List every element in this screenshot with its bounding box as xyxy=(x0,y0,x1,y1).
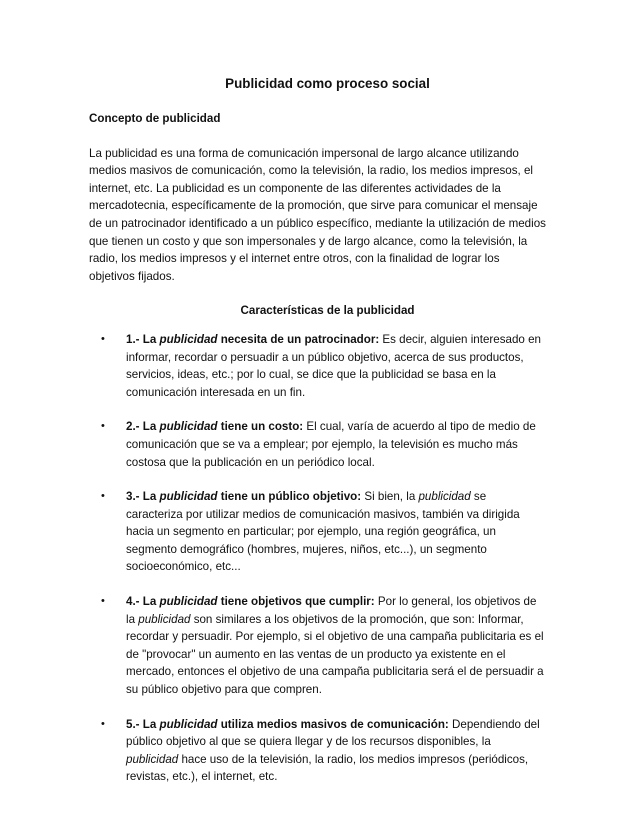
item-body: Si bien, la xyxy=(361,490,419,504)
characteristics-list xyxy=(89,331,546,786)
section-heading-concepto: Concepto de publicidad xyxy=(89,112,221,125)
item-lead xyxy=(126,420,303,433)
document-title: Publicidad como proceso social xyxy=(225,76,430,91)
lead-suffix: tiene objetivos que cumplir: xyxy=(217,595,375,609)
bullet-icon: • xyxy=(101,332,105,345)
list-item-2 xyxy=(89,418,546,471)
list-item-5 xyxy=(89,716,546,786)
item-body: Dependiendo del público objetivo al que se quiera llegar y de los recursos disponibles, la xyxy=(126,717,540,749)
lead-emphasis: publicidad xyxy=(159,717,218,731)
item-body-rest: hace uso de la televisión, la radio, los medios impresos (periódicos, revistas, etc.), el internet, etc. xyxy=(126,752,529,784)
item-body: Es decir, alguien interesado en informar, recordar o persuadir a un público objetivo, acerca de sus productos, servicios, ideas, etc.; por lo cual, se dice que la publicidad se basa en la comunicación interesada en un fin. xyxy=(126,332,541,399)
item-lead xyxy=(126,490,361,503)
lead-emphasis: publicidad xyxy=(159,595,218,609)
item-body-emphasis: publicidad xyxy=(138,612,191,626)
lead-prefix: 5.- La xyxy=(126,717,160,731)
lead-suffix: necesita de un patrocinador: xyxy=(217,332,380,346)
bullet-icon: • xyxy=(101,717,105,730)
bullet-icon: • xyxy=(101,595,105,608)
lead-suffix: tiene un público objetivo: xyxy=(217,490,362,504)
lead-emphasis: publicidad xyxy=(159,420,218,434)
list-item-1 xyxy=(89,331,546,401)
list-item-4 xyxy=(89,593,546,699)
lead-emphasis: publicidad xyxy=(159,332,218,346)
lead-suffix: utiliza medios masivos de comunicación: xyxy=(217,717,449,731)
characteristics-heading: Características de la publicidad xyxy=(240,304,415,318)
item-lead xyxy=(126,718,449,731)
lead-prefix: 1.- La xyxy=(126,332,160,346)
lead-prefix: 3.- La xyxy=(126,490,160,504)
list-item-3 xyxy=(89,488,546,576)
item-lead xyxy=(126,595,375,608)
lead-prefix: 4.- La xyxy=(126,595,160,609)
lead-suffix: tiene un costo: xyxy=(217,420,304,434)
intro-paragraph: La publicidad es una forma de comunicación impersonal de largo alcance utilizando medios masivos de comunicación, como la televisión, la radio, los medios impresos, el internet, etc. La publicidad es un componente de las diferentes actividades de la mercadotecnia, específicamente de la promoción, que sirve para comunicar el mensaje de un patrocinador identificado a un público específico, mediante la utilización de medios que tienen un costo y que son impersonales y de largo alcance, como la televisión, la radio, los medios impresos y el internet entre otros, con la finalidad de lograr los objetivos fijados. xyxy=(89,146,546,283)
item-body-rest: son similares a los objetivos de la promoción, que son: Informar, recordar y persuadir. Por ejemplo, si el objetivo de una campaña publicitaria es el de "provocar" un aumento en las ventas de un producto ya existente en el mercado, entonces el objetivo de una campaña publicitaria será el de persuadir a su público objetivo para que compren. xyxy=(126,612,544,697)
item-body-emphasis: publicidad xyxy=(418,490,471,504)
item-body-rest: se caracteriza por utilizar medios de comunicación masivos, también va dirigida hacia un segmento en particular; por ejemplo, una región geográfica, un segmento demográfico (hombres, mujeres, niños, etc...), un segmento socioeconómico, etc... xyxy=(126,490,520,574)
bullet-icon: • xyxy=(101,490,105,503)
bullet-icon: • xyxy=(101,420,105,433)
item-body: El cual, varía de acuerdo al tipo de medio de comunicación que se va a emplear; por ejemplo, la televisión es mucho más costosa que la publicación en un periódico local. xyxy=(126,420,536,469)
item-body-emphasis: publicidad xyxy=(126,752,179,766)
item-body: Por lo general, los objetivos de la xyxy=(126,595,537,626)
lead-emphasis: publicidad xyxy=(159,490,218,504)
item-lead xyxy=(126,333,379,346)
lead-prefix: 2.- La xyxy=(126,420,160,434)
